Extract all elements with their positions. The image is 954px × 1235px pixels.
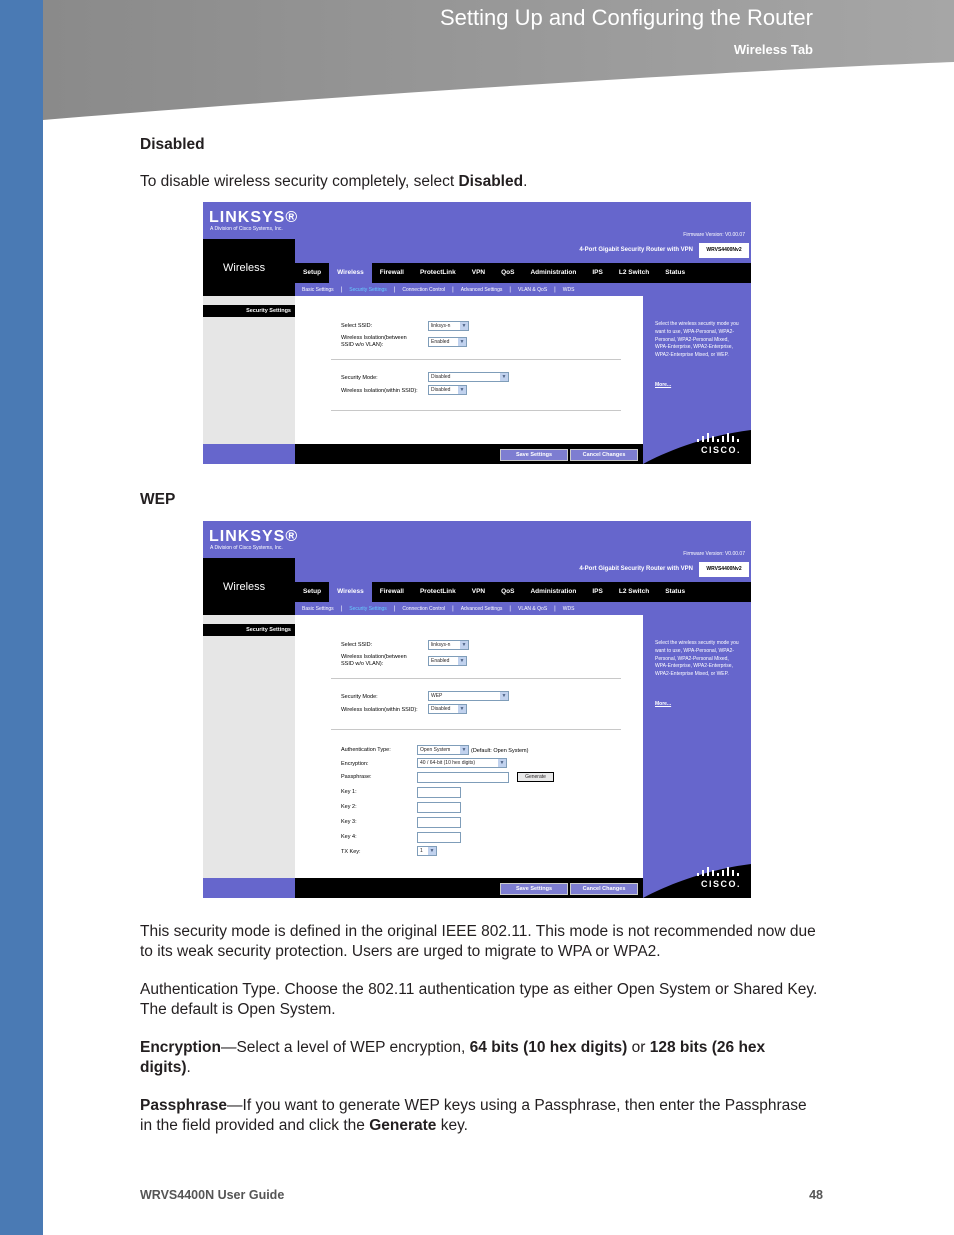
subtab-connection-control[interactable]: Connection Control bbox=[402, 286, 446, 293]
chevron-down-icon: ▼ bbox=[501, 374, 507, 380]
text-run-bold: Generate bbox=[369, 1117, 437, 1134]
separator: | bbox=[452, 286, 454, 293]
firmware-version: Firmware Version: V0.00.07 bbox=[683, 232, 745, 238]
tab-qos[interactable]: QoS bbox=[501, 588, 515, 595]
tab-wireless[interactable]: Wireless bbox=[329, 263, 372, 283]
subtab-security-settings[interactable]: Security Settings bbox=[349, 605, 387, 612]
subtab-connection-control[interactable]: Connection Control bbox=[402, 605, 446, 612]
footer-page-number: 48 bbox=[809, 1188, 823, 1202]
subtab-advanced-settings[interactable]: Advanced Settings bbox=[460, 605, 503, 612]
help-panel bbox=[647, 296, 751, 444]
tx-key-label: TX Key: bbox=[341, 849, 361, 855]
chevron-down-icon: ▼ bbox=[429, 848, 435, 854]
select-ssid-label: Select SSID: bbox=[341, 323, 373, 329]
chevron-down-icon: ▼ bbox=[461, 747, 467, 753]
text-run: key. bbox=[436, 1117, 468, 1134]
save-settings-button[interactable]: Save Settings bbox=[500, 449, 568, 461]
cisco-logo: CISCO. bbox=[700, 879, 741, 889]
tab-administration[interactable]: Administration bbox=[530, 588, 577, 595]
security-mode-select[interactable] bbox=[428, 372, 509, 382]
chevron-down-icon: ▼ bbox=[461, 323, 467, 329]
auth-default-note: (Default: Open System) bbox=[471, 748, 529, 754]
cisco-area bbox=[643, 862, 751, 898]
key1-input[interactable] bbox=[417, 787, 461, 798]
heading-disabled: Disabled bbox=[140, 136, 205, 153]
cancel-changes-button[interactable]: Cancel Changes bbox=[570, 449, 638, 461]
tab-qos[interactable]: QoS bbox=[501, 269, 515, 276]
ssid-value: linksys-n bbox=[431, 642, 451, 648]
tab-vpn[interactable]: VPN bbox=[471, 588, 486, 595]
section-title: Wireless bbox=[223, 262, 266, 274]
separator: | bbox=[554, 286, 556, 293]
chevron-down-icon: ▼ bbox=[459, 387, 465, 393]
chevron-down-icon: ▼ bbox=[459, 339, 465, 345]
isolation-between-label-2: SSID w/o VLAN): bbox=[341, 661, 384, 667]
side-accent-bar bbox=[0, 0, 43, 1235]
security-mode-label: Security Mode: bbox=[341, 375, 378, 381]
encryption-value: 40 / 64-bit (10 hex digits) bbox=[420, 760, 476, 766]
chevron-down-icon: ▼ bbox=[501, 693, 507, 699]
isolation-between-label-2: SSID w/o VLAN): bbox=[341, 342, 384, 348]
linksys-logo: LINKSYS® bbox=[209, 528, 299, 545]
help-text: Select the wireless security mode you want to use, WPA-Personal, WPA2-Personal, WPA2-Personal Mixed, WPA-Enterprise, WPA2-Enterprise, WPA2-Enterprise Mixed, or WEP. bbox=[655, 321, 739, 359]
separator: | bbox=[509, 286, 511, 293]
select-ssid-label: Select SSID: bbox=[341, 642, 373, 648]
subtab-advanced-settings[interactable]: Advanced Settings bbox=[460, 286, 503, 293]
tab-status[interactable]: Status bbox=[665, 269, 686, 276]
encryption-label: Encryption: bbox=[341, 761, 369, 767]
text-run: . bbox=[186, 1059, 191, 1076]
cisco-area bbox=[643, 428, 751, 464]
chevron-down-icon: ▼ bbox=[499, 760, 505, 766]
settings-form bbox=[295, 615, 643, 878]
save-settings-button[interactable]: Save Settings bbox=[500, 883, 568, 895]
security-settings-label: Security Settings bbox=[203, 624, 295, 636]
model-badge: WRVS4400Nv2 bbox=[699, 562, 749, 577]
chevron-down-icon: ▼ bbox=[461, 642, 467, 648]
divider bbox=[331, 729, 621, 730]
bottom-left bbox=[203, 444, 295, 464]
cisco-bars-icon bbox=[697, 867, 741, 876]
key3-label: Key 3: bbox=[341, 819, 357, 825]
paragraph-auth-type: Authentication Type. Choose the 802.11 authentication type as either Open System or Shared Key. The default is Open System. bbox=[140, 981, 818, 1018]
ssid-value: linksys-n bbox=[431, 323, 451, 329]
isolation-within-select[interactable] bbox=[428, 704, 467, 714]
tab-l2-switch[interactable]: L2 Switch bbox=[618, 269, 650, 276]
isolation-within-label: Wireless Isolation(within SSID): bbox=[341, 707, 418, 713]
text-run: —If you want to generate WEP keys using a Passphrase, then enter the Passphrase in the field provided and click the bbox=[140, 1097, 807, 1134]
subtab-basic-settings[interactable]: Basic Settings bbox=[302, 605, 334, 612]
separator: | bbox=[393, 286, 396, 293]
subtab-basic-settings[interactable]: Basic Settings bbox=[302, 286, 334, 293]
key2-input[interactable] bbox=[417, 802, 461, 813]
router-screenshot-wep bbox=[203, 521, 751, 898]
tab-status[interactable]: Status bbox=[665, 588, 686, 595]
security-settings-label: Security Settings bbox=[203, 305, 295, 317]
section-title: Wireless bbox=[223, 581, 266, 593]
left-gray-panel bbox=[203, 296, 295, 444]
header-band bbox=[43, 0, 954, 122]
text-run: —Select a level of WEP encryption, bbox=[220, 1039, 470, 1056]
security-mode-select[interactable] bbox=[428, 691, 509, 701]
tx-key-value: 1 bbox=[420, 848, 423, 854]
tab-ips[interactable]: IPS bbox=[592, 269, 603, 276]
isolation-within-select[interactable] bbox=[428, 385, 467, 395]
text-run: . bbox=[523, 173, 528, 190]
product-name: 4-Port Gigabit Security Router with VPN bbox=[579, 247, 693, 253]
main-tabs bbox=[295, 582, 751, 602]
tx-key-select[interactable] bbox=[417, 846, 437, 856]
security-mode-value: WEP bbox=[431, 693, 443, 699]
isolation-between-select[interactable] bbox=[428, 656, 467, 666]
heading-wep: WEP bbox=[140, 491, 176, 508]
separator: | bbox=[393, 605, 396, 612]
tab-ips[interactable]: IPS bbox=[592, 588, 603, 595]
ssid-select[interactable] bbox=[428, 321, 469, 331]
paragraph-encryption bbox=[140, 1038, 820, 1078]
sub-tabs bbox=[295, 283, 751, 296]
product-name: 4-Port Gigabit Security Router with VPN bbox=[579, 566, 693, 572]
firmware-version: Firmware Version: V0.00.07 bbox=[683, 551, 745, 557]
bottom-bar bbox=[295, 878, 643, 898]
cisco-logo: CISCO. bbox=[700, 445, 741, 455]
key2-label: Key 2: bbox=[341, 804, 357, 810]
generate-button[interactable]: Generate bbox=[517, 772, 554, 782]
router-screenshot-disabled bbox=[203, 202, 751, 464]
bottom-left bbox=[203, 878, 295, 898]
divider bbox=[331, 359, 621, 360]
auth-type-select[interactable] bbox=[417, 745, 469, 755]
left-gray-panel bbox=[203, 615, 295, 878]
subtab-wds[interactable]: WDS bbox=[562, 286, 575, 293]
header-title: Setting Up and Configuring the Router bbox=[439, 5, 813, 30]
isolation-between-select[interactable] bbox=[428, 337, 467, 347]
tab-administration[interactable]: Administration bbox=[530, 269, 577, 276]
text-run-bold: 64 bits (10 hex digits) bbox=[469, 1039, 628, 1056]
cisco-bars-icon bbox=[697, 433, 741, 442]
key4-input[interactable] bbox=[417, 832, 461, 843]
subtab-wds[interactable]: WDS bbox=[562, 605, 575, 612]
isolation-within-value: Disabled bbox=[431, 387, 451, 393]
linksys-logo: LINKSYS® bbox=[209, 209, 299, 226]
help-text: Select the wireless security mode you want to use, WPA-Personal, WPA2-Personal, WPA2-Personal Mixed, WPA-Enterprise, WPA2-Enterprise, WPA2-Enterprise Mixed, or WEP. bbox=[655, 640, 739, 678]
encryption-select[interactable] bbox=[417, 758, 507, 768]
isolation-between-value: Enabled bbox=[431, 658, 450, 664]
tab-protectlink[interactable]: ProtectLink bbox=[419, 588, 456, 595]
footer-guide-title: WRVS4400N User Guide bbox=[140, 1188, 285, 1202]
text-run: or bbox=[627, 1039, 650, 1056]
settings-form bbox=[295, 296, 643, 444]
subtab-vlan-qos[interactable]: VLAN & QoS bbox=[517, 605, 548, 612]
key3-input[interactable] bbox=[417, 817, 461, 828]
subtab-vlan-qos[interactable]: VLAN & QoS bbox=[517, 286, 548, 293]
chevron-down-icon: ▼ bbox=[459, 658, 465, 664]
logo-subtitle: A Division of Cisco Systems, Inc. bbox=[210, 226, 283, 232]
separator: | bbox=[509, 605, 511, 612]
tab-wireless[interactable]: Wireless bbox=[329, 582, 372, 602]
tab-l2-switch[interactable]: L2 Switch bbox=[618, 588, 650, 595]
main-tabs bbox=[295, 263, 751, 283]
security-mode-label: Security Mode: bbox=[341, 694, 378, 700]
tab-setup[interactable]: Setup bbox=[303, 269, 322, 276]
key4-label: Key 4: bbox=[341, 834, 357, 840]
passphrase-label: Passphrase: bbox=[341, 774, 372, 780]
tab-protectlink[interactable]: ProtectLink bbox=[419, 269, 456, 276]
security-mode-value: Disabled bbox=[431, 374, 451, 380]
separator: | bbox=[452, 605, 454, 612]
cancel-changes-button[interactable]: Cancel Changes bbox=[570, 883, 638, 895]
tab-setup[interactable]: Setup bbox=[303, 588, 322, 595]
logo-subtitle: A Division of Cisco Systems, Inc. bbox=[210, 545, 283, 551]
isolation-within-label: Wireless Isolation(within SSID): bbox=[341, 388, 418, 394]
disabled-paragraph bbox=[140, 172, 820, 192]
isolation-between-value: Enabled bbox=[431, 339, 450, 345]
paragraph-passphrase bbox=[140, 1096, 820, 1136]
tab-firewall[interactable]: Firewall bbox=[379, 588, 404, 595]
auth-type-value: Open System bbox=[420, 747, 451, 753]
divider bbox=[331, 678, 621, 679]
separator: | bbox=[554, 605, 556, 612]
header-subtitle: Wireless Tab bbox=[733, 42, 813, 57]
help-panel bbox=[647, 615, 751, 878]
text-run: To disable wireless security completely, select bbox=[140, 173, 459, 190]
key1-label: Key 1: bbox=[341, 789, 357, 795]
isolation-within-value: Disabled bbox=[431, 706, 451, 712]
subtab-security-settings[interactable]: Security Settings bbox=[349, 286, 387, 293]
text-run-bold: 128 bits (26 hex digits) bbox=[140, 1039, 766, 1076]
chevron-down-icon: ▼ bbox=[459, 706, 465, 712]
divider bbox=[331, 410, 621, 411]
text-run-bold: Disabled bbox=[458, 173, 524, 190]
tab-firewall[interactable]: Firewall bbox=[379, 269, 404, 276]
isolation-between-label: Wireless Isolation(between bbox=[341, 654, 407, 660]
model-badge: WRVS4400Nv2 bbox=[699, 243, 749, 258]
bottom-bar bbox=[295, 444, 643, 464]
help-more-link[interactable]: More... bbox=[655, 701, 672, 707]
term-encryption: Encryption bbox=[140, 1039, 221, 1056]
isolation-between-label: Wireless Isolation(between bbox=[341, 335, 407, 341]
ssid-select[interactable] bbox=[428, 640, 469, 650]
sub-tabs bbox=[295, 602, 751, 615]
help-more-link[interactable]: More... bbox=[655, 382, 672, 388]
separator: | bbox=[340, 286, 343, 293]
separator: | bbox=[340, 605, 343, 612]
tab-vpn[interactable]: VPN bbox=[471, 269, 486, 276]
paragraph-wep-intro: This security mode is defined in the original IEEE 802.11. This mode is not recommended now due to its weak security protection. Users are urged to migrate to WPA or WPA2. bbox=[140, 923, 816, 960]
term-passphrase: Passphrase bbox=[140, 1097, 228, 1114]
passphrase-input[interactable] bbox=[417, 772, 509, 783]
auth-type-label: Authentication Type: bbox=[341, 747, 391, 753]
